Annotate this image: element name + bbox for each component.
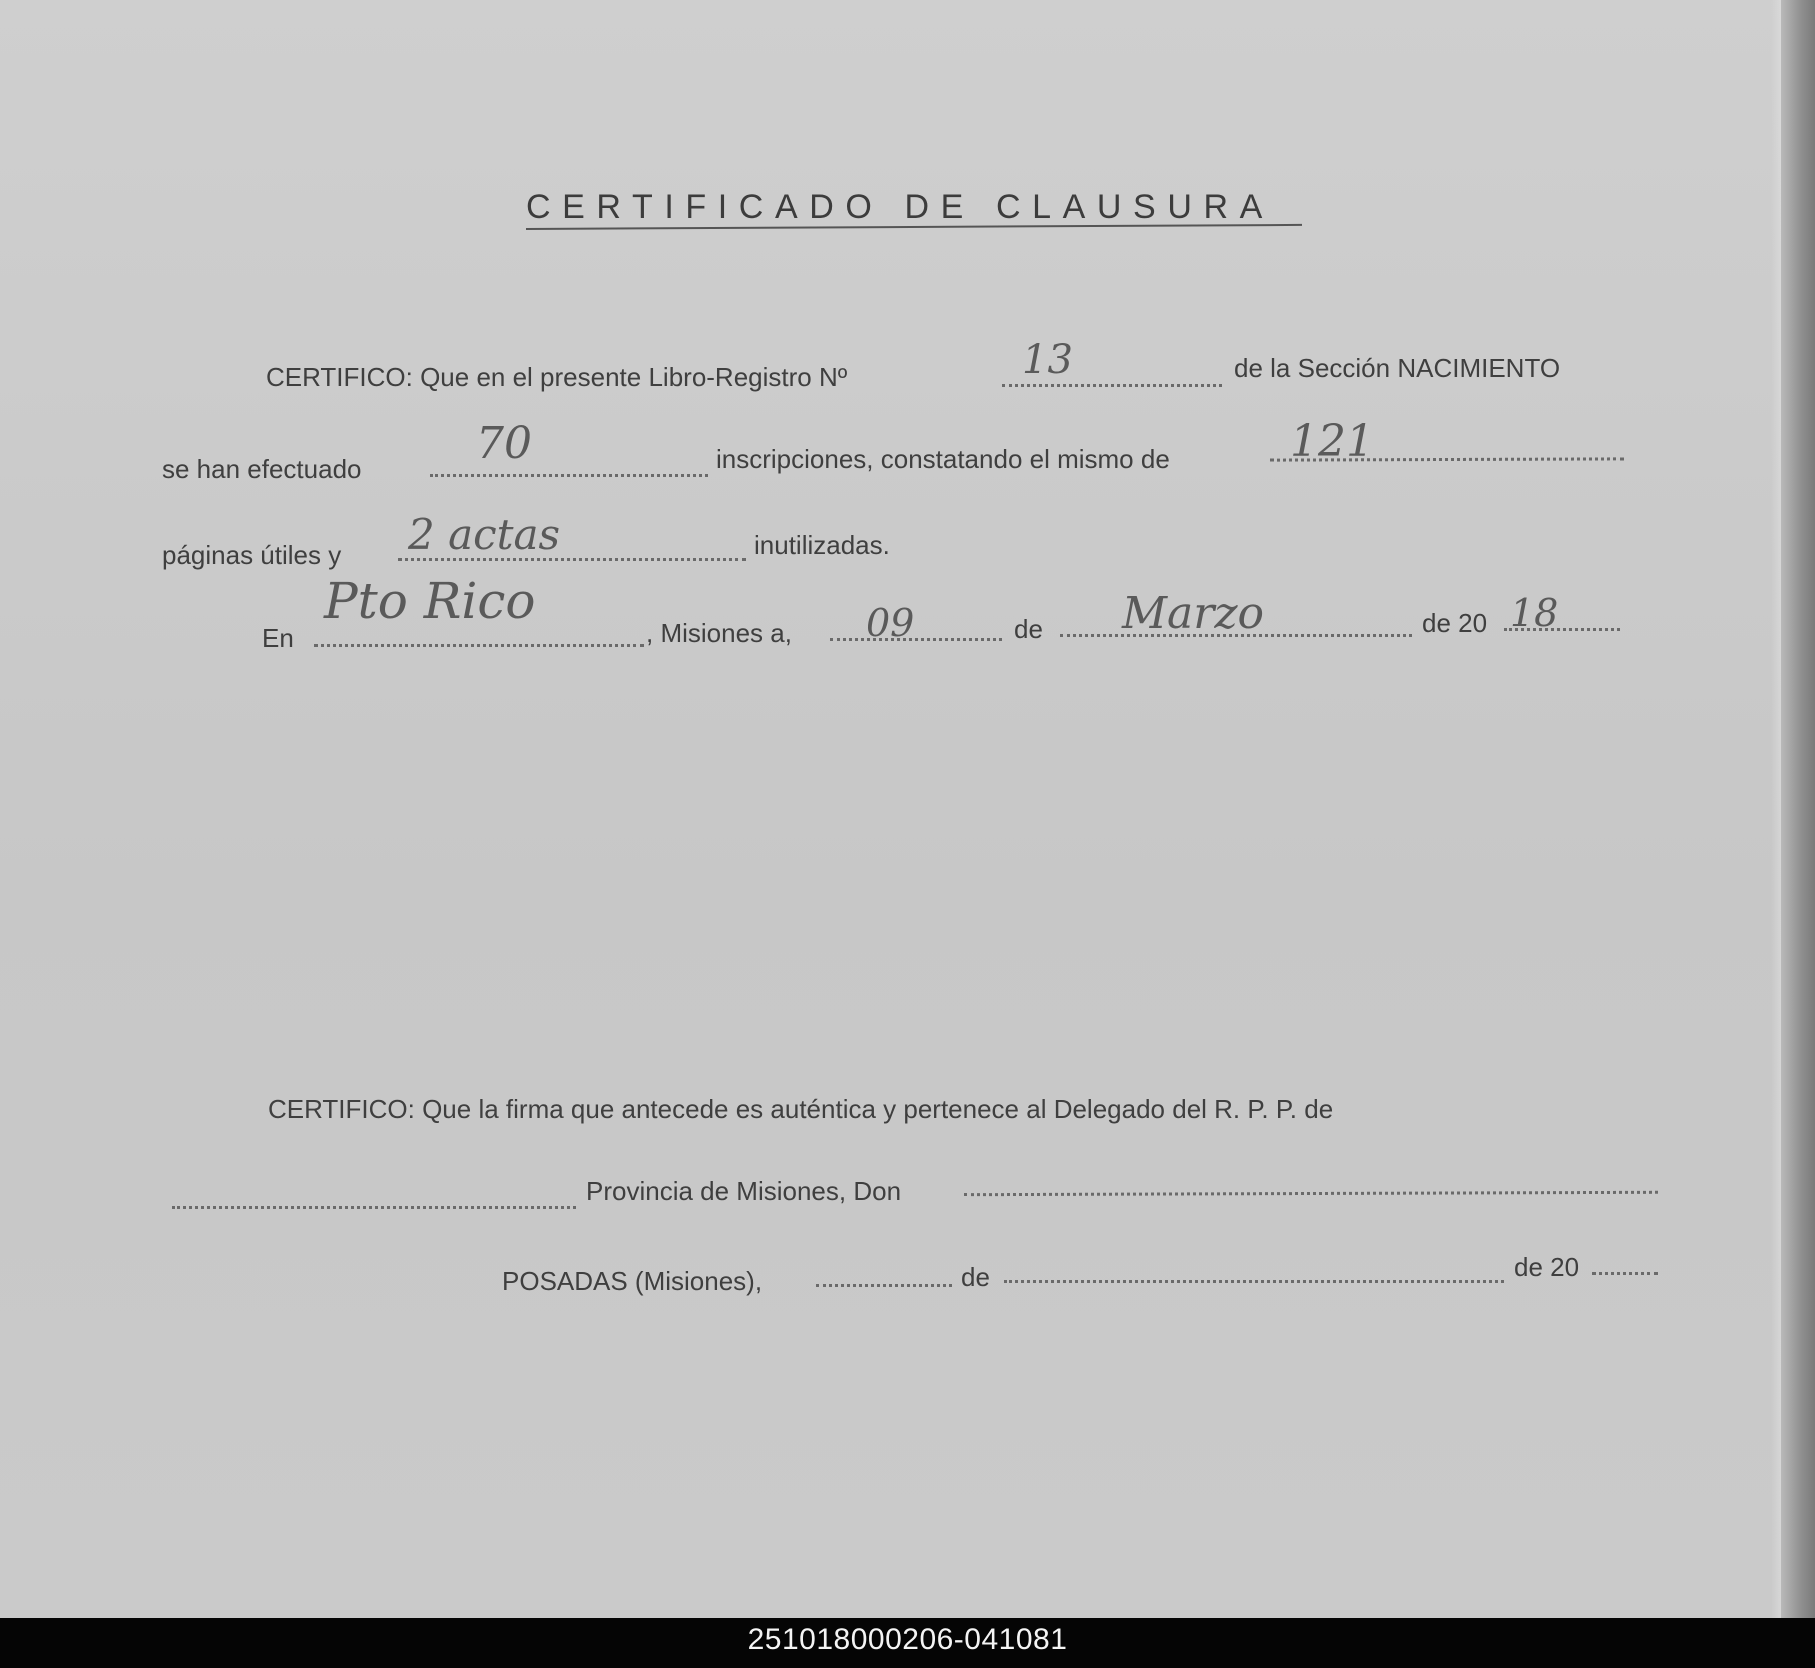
inscripciones-handwritten: 70 [476,418,532,469]
certifico-line-4-suffix: de 20 [1422,608,1488,638]
lugar-field [314,644,644,647]
certifico-line-4-middle-2: de [1014,614,1043,644]
lugar-handwritten: Pto Rico [324,572,536,630]
posadas-fecha-prefix: POSADAS (Misiones), [502,1266,763,1296]
certifico-line-1-prefix: CERTIFICO: Que en el presente Libro-Registro Nº [266,362,848,392]
dia-field [830,638,1002,641]
posadas-mes-field [1004,1280,1504,1283]
document-id: 251018000206-041081 [747,1623,1068,1656]
mes-handwritten: Marzo [1122,588,1264,639]
certifico-firma-line-2: Provincia de Misiones, Don [586,1176,902,1206]
inscripciones-field [430,474,708,477]
certifico-line-2-prefix: se han efectuado [162,454,362,484]
certifico-line-3-suffix: inutilizadas. [754,530,890,560]
delegado-lugar-field [172,1206,576,1209]
certifico-line-4-prefix: En [262,623,294,653]
actas-handwritten: 2 actas [408,510,561,559]
posadas-anio-field [1592,1272,1658,1275]
certifico-line-4-middle-1: , Misiones a, [646,618,792,648]
certifico-line-3-prefix: páginas útiles y [162,540,342,570]
page-binding-edge [1781,0,1815,1620]
paginas-utiles-handwritten: 121 [1290,416,1374,467]
delegado-nombre-field [964,1191,1658,1196]
page-edge-highlight [1771,0,1781,1620]
posadas-fecha-middle: de [961,1262,990,1292]
anio-handwritten: 18 [1510,591,1559,635]
certifico-line-1-suffix: de la Sección NACIMIENTO [1234,353,1561,383]
dia-handwritten: 09 [866,601,915,645]
libro-numero-field [1002,384,1222,387]
posadas-fecha-suffix: de 20 [1514,1252,1580,1282]
posadas-dia-field [816,1284,952,1287]
libro-numero-handwritten: 13 [1022,337,1073,383]
certifico-line-2-middle: inscripciones, constatando el mismo de [716,444,1170,474]
document-title: CERTIFICADO DE CLAUSURA [526,188,1274,226]
certifico-firma-line-1: CERTIFICO: Que la firma que antecede es auténtica y pertenece al Delegado del R. P. P. de [268,1094,1334,1124]
